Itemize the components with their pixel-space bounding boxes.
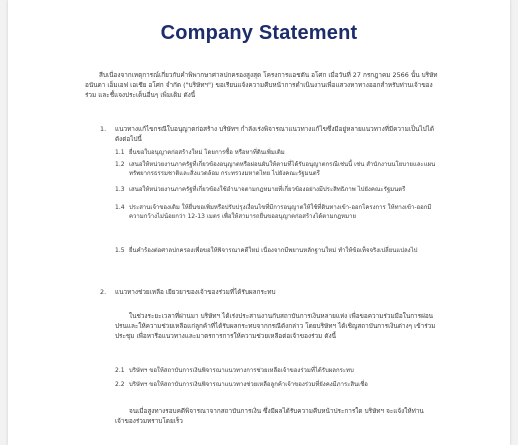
section-heading: แนวทางแก้ไขกรณีใบอนุญาตก่อสร้าง บริษัทฯ กำลังเร่งพิจารณาแนวทางแก้ไขซึ่งมีอยู่หลายแนวทางที่มีความเป็นไปได้ ดังต่อไปนี้ (115, 125, 435, 143)
section-number: 1. (100, 125, 107, 133)
list-item-number: 1.4 (115, 204, 125, 211)
section-heading: แนวทางช่วยเหลือ เยียวยาของเจ้าของร่วมที่ได้รับผลกระทบ (115, 288, 276, 296)
list-item: เสนอให้หน่วยงานภาครัฐที่เกี่ยวข้องอนุญาตหรือผ่อนผันให้ตามที่ได้รับอนุญาตกรณีเช่นนี้ เช่น สำนักงานนโยบายและแผนทรัพยากรธรรมชาติและสิ่งแวดล้อม กระทรวงมหาดไทย ไปยังคณะรัฐมนตรี (129, 161, 436, 177)
list-item: ประสานเจ้าของเดิม ให้ยื่นขอเพิ่มหรือปรับปรุงเงื่อนไขที่มีการอนุญาตให้ใช้ที่ดินทางเข้า-ออกโครงการ ให้ทางเข้า-ออกมีความกว้างไม่น้อยกว่า 12-13 เมตร เพื่อให้สามารถยื่นขออนุญาตก่อสร้างได้ตามกฎหมาย (129, 204, 432, 220)
statement-page (8, 0, 510, 445)
list-item: เสนอให้หน่วยงานภาครัฐที่เกี่ยวข้องใช้อำนาจตามกฎหมายที่เกี่ยวข้องอย่างมีประสิทธิภาพ ไปยังคณะรัฐมนตรี (129, 186, 406, 193)
list-item-number: 1.3 (115, 186, 125, 193)
list-item: บริษัทฯ ขอให้สถาบันการเงินพิจารณาแนวทางช่วยเหลือลูกค้าเจ้าของร่วมที่ยังคงมีภาระสินเชื่อ (129, 381, 368, 388)
closing-paragraph: จนเมื่อสูงทางรอบคดีพิจารณาจากสถาบันการเงิน ซึ่งมีผลได้รับความคืบหน้าประการใด บริษัทฯ จะแจ้งให้ท่านเจ้าของร่วมทราบโดยเร็ว (115, 407, 424, 425)
section-paragraph: ในช่วงระยะเวลาที่ผ่านมา บริษัทฯ ได้เร่งประสานงานกับสถาบันการเงินหลายแห่ง เพื่อขอความร่วมมือในการผ่อนปรนและให้ความช่วยเหลือแก่ลูกค้าที่ได้รับผลกระทบจากกรณีดังกล่าว โดยบริษัทฯ ได้เชิญสถาบันการเงินต่างๆ เข้าร่วมประชุม เพื่อหารือแนวทางและมาตรการการให้ความช่วยเหลือต่อเจ้าของร่วม ดังนี้ (115, 312, 436, 340)
intro-paragraph: สืบเนื่องจากเหตุการณ์เกี่ยวกับคำพิพากษาศาลปกครองสูงสุด โครงการแอชตัน อโศก เมื่อวันที่ 27 กรกฎาคม 2566 นั้น บริษัท อนันดา เอ็มเอฟ เอเชีย อโศก จำกัด ("บริษัทฯ") ขอเรียนแจ้งความคืบหน้าการดำเนินงานเพื่อแสวงหาทางออกสำหรับท่านเจ้าของร่วม และชี้แจงประเด็นอื่นๆ เพิ่มเติม ดังนี้ (85, 71, 438, 99)
list-item-number: 2.2 (115, 381, 125, 388)
list-item-number: 1.5 (115, 247, 125, 254)
list-item-number: 1.2 (115, 161, 125, 168)
section-number: 2. (100, 288, 107, 296)
list-item: ยื่นคำร้องต่อศาลปกครองเพื่อขอให้พิจารณาคดีใหม่ เนื่องจากมีพยานหลักฐานใหม่ ทำให้ข้อเท็จจริงเปลี่ยนแปลงไป (129, 247, 418, 254)
list-item: บริษัทฯ ขอให้สถาบันการเงินพิจารณาแนวทางการช่วยเหลือเจ้าของร่วมที่ได้รับผลกระทบ (129, 367, 354, 374)
list-item: ยื่นขอใบอนุญาตก่อสร้างใหม่ โดยการซื้อ หรือหาที่ดินเพิ่มเติม (129, 149, 285, 156)
list-item-number: 2.1 (115, 367, 125, 374)
document-title: Company Statement (160, 22, 358, 44)
list-item-number: 1.1 (115, 149, 125, 156)
